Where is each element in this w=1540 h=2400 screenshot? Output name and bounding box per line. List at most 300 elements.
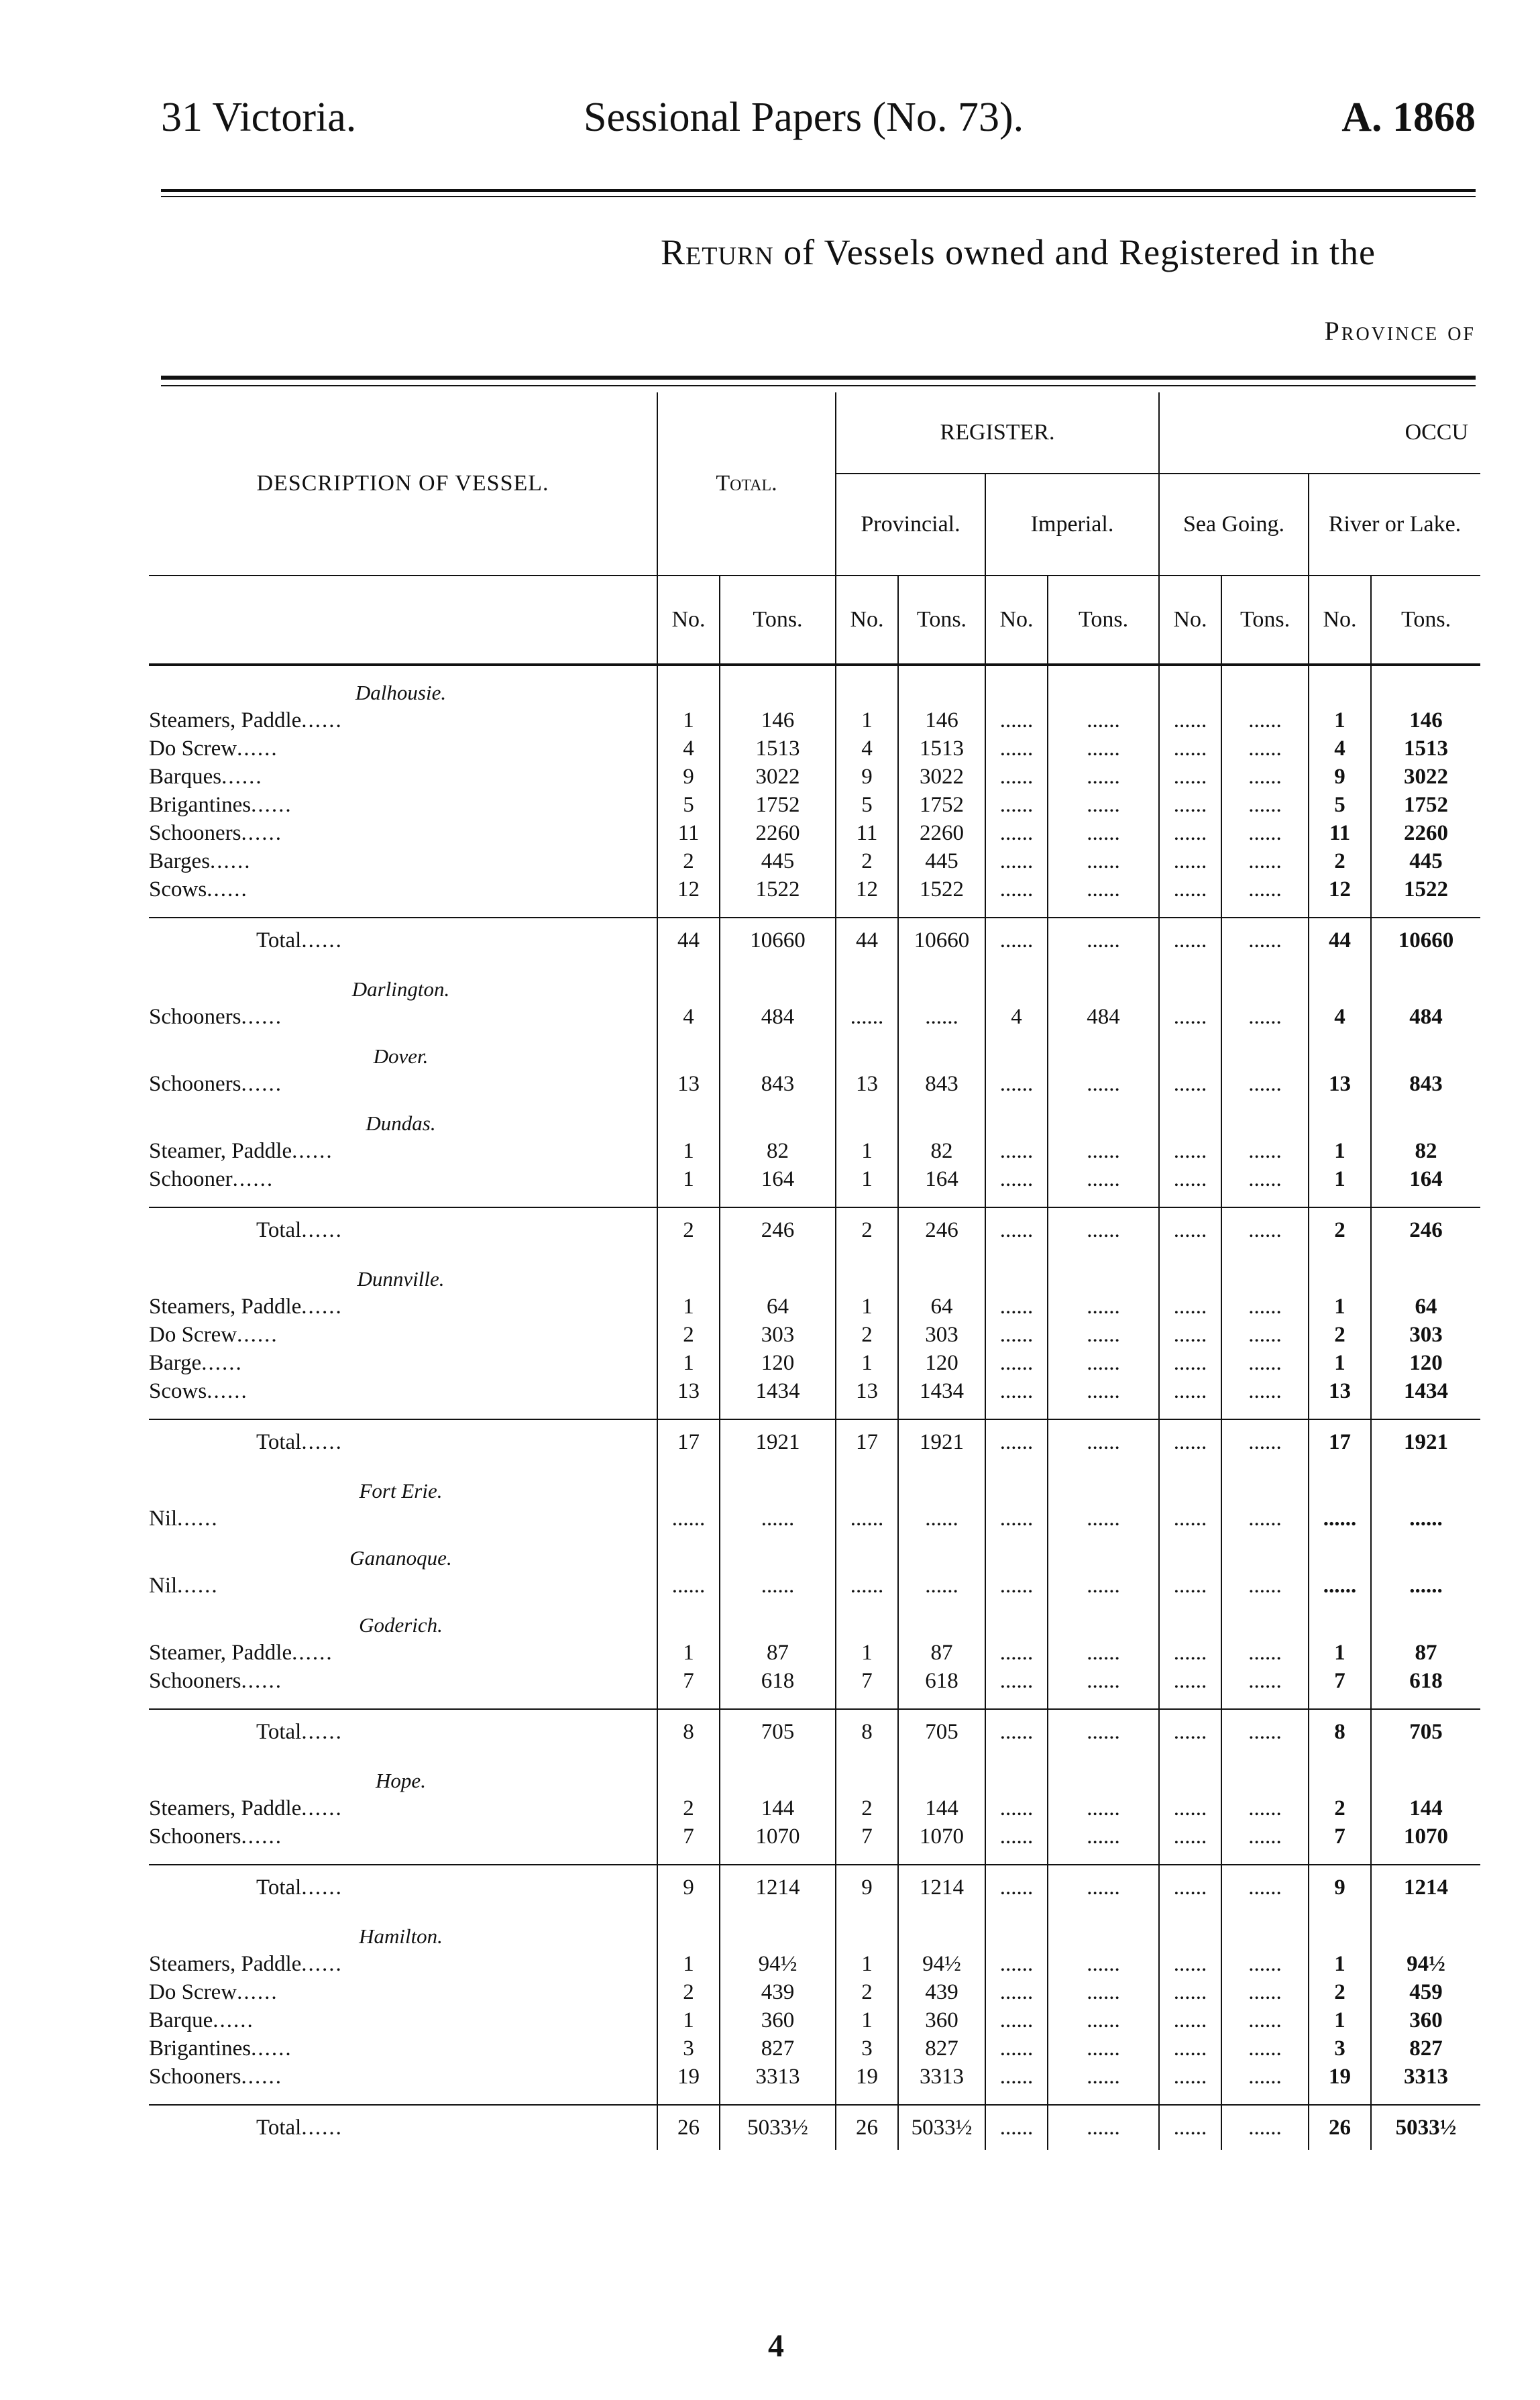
location-name: Darlington. bbox=[351, 977, 450, 1001]
cell-value: ...... bbox=[1159, 733, 1221, 761]
vessel-description bbox=[149, 1666, 657, 1694]
cell-value: ...... bbox=[985, 1709, 1048, 1754]
cell-value: 827 bbox=[898, 2033, 985, 2061]
cell-value: 2 bbox=[1309, 846, 1371, 874]
cell-value: ...... bbox=[1221, 2033, 1309, 2061]
total-row bbox=[149, 2105, 1480, 2150]
leader-dots: ...... bbox=[301, 1295, 343, 1319]
empty-cell bbox=[1159, 1849, 1221, 1865]
empty-cell bbox=[985, 1910, 1048, 1949]
empty-cell bbox=[985, 1404, 1048, 1419]
cell-value: ...... bbox=[1221, 2061, 1309, 2089]
cell-value: 2 bbox=[1309, 1319, 1371, 1348]
cell-value: 9 bbox=[836, 1865, 898, 1910]
cell-value: 120 bbox=[898, 1348, 985, 1376]
cell-value: 1513 bbox=[720, 733, 836, 761]
table-row bbox=[149, 1291, 1480, 1319]
cell-value: ...... bbox=[1048, 818, 1159, 846]
empty-cell bbox=[1221, 1910, 1309, 1949]
cell-value: ...... bbox=[1159, 1821, 1221, 1849]
cell-value: 4 bbox=[657, 1001, 720, 1030]
empty-cell bbox=[898, 1097, 985, 1136]
cell-value: ...... bbox=[1048, 789, 1159, 818]
empty-cell bbox=[1048, 1694, 1159, 1709]
empty-cell bbox=[657, 1694, 720, 1709]
cell-value: 1 bbox=[836, 1949, 898, 1977]
empty-cell bbox=[1159, 1464, 1221, 1503]
cell-value: ...... bbox=[1221, 2105, 1309, 2150]
cell-value: 705 bbox=[898, 1709, 985, 1754]
empty-cell bbox=[1221, 1531, 1309, 1570]
cell-value: ...... bbox=[1221, 1001, 1309, 1030]
spacer-row bbox=[149, 1404, 1480, 1419]
empty-cell bbox=[657, 2089, 720, 2105]
cell-value: ...... bbox=[1048, 1709, 1159, 1754]
cell-value: 7 bbox=[1309, 1666, 1371, 1694]
empty-cell bbox=[985, 1598, 1048, 1637]
table-row bbox=[149, 1637, 1480, 1666]
vessel-description-label: Barque bbox=[149, 2008, 213, 2032]
table-row bbox=[149, 1666, 1480, 1694]
cell-value: ...... bbox=[1048, 1821, 1159, 1849]
running-header bbox=[161, 94, 1476, 154]
empty-cell bbox=[985, 1849, 1048, 1865]
vessel-description bbox=[149, 1821, 657, 1849]
empty-cell bbox=[1371, 1192, 1480, 1207]
empty-cell bbox=[1159, 1531, 1221, 1570]
vessel-description bbox=[149, 733, 657, 761]
table-top-rule bbox=[161, 376, 1476, 380]
cell-value: 1 bbox=[836, 2005, 898, 2033]
cell-value: ...... bbox=[985, 1136, 1048, 1164]
location-row bbox=[149, 1252, 1480, 1291]
cell-value: 2 bbox=[657, 846, 720, 874]
empty-cell bbox=[1221, 1849, 1309, 1865]
cell-value: ...... bbox=[836, 1570, 898, 1598]
empty-cell bbox=[1309, 1464, 1371, 1503]
cell-value: 1 bbox=[1309, 1164, 1371, 1192]
cell-value: 1921 bbox=[898, 1419, 985, 1464]
cell-value: ...... bbox=[1371, 1570, 1480, 1598]
empty-cell bbox=[1221, 1404, 1309, 1419]
leader-dots: ...... bbox=[241, 1072, 282, 1096]
empty-cell bbox=[985, 1754, 1048, 1793]
empty-cell bbox=[898, 1531, 985, 1570]
river-no-header: No. bbox=[1309, 576, 1371, 665]
empty-cell bbox=[1309, 1849, 1371, 1865]
cell-value: ...... bbox=[1159, 818, 1221, 846]
cell-value: ...... bbox=[985, 918, 1048, 963]
cell-value: ...... bbox=[898, 1503, 985, 1531]
leader-dots: ...... bbox=[210, 849, 252, 873]
cell-value: 1921 bbox=[1371, 1419, 1480, 1464]
cell-value: 5033½ bbox=[720, 2105, 836, 2150]
vessel-description bbox=[149, 874, 657, 902]
cell-value: 7 bbox=[1309, 1821, 1371, 1849]
cell-value: 13 bbox=[1309, 1376, 1371, 1404]
location-name: Dundas. bbox=[366, 1111, 436, 1135]
cell-value: ...... bbox=[1159, 1570, 1221, 1598]
river-tons-header: Tons. bbox=[1371, 576, 1480, 665]
empty-cell bbox=[1048, 2089, 1159, 2105]
cell-value: 1 bbox=[1309, 1136, 1371, 1164]
empty-cell bbox=[149, 902, 657, 918]
cell-value: ...... bbox=[1048, 2005, 1159, 2033]
empty-cell bbox=[836, 902, 898, 918]
cell-value: 146 bbox=[1371, 705, 1480, 733]
cell-value: ...... bbox=[1159, 1637, 1221, 1666]
empty-cell bbox=[1159, 902, 1221, 918]
cell-value: 10660 bbox=[898, 918, 985, 963]
vessel-description-label: Total bbox=[256, 1719, 302, 1744]
cell-value: ...... bbox=[1159, 1949, 1221, 1977]
empty-cell bbox=[1371, 1694, 1480, 1709]
vessel-description-label: Brigantines bbox=[149, 793, 252, 817]
empty-cell bbox=[1159, 1252, 1221, 1291]
leader-dots: ...... bbox=[241, 2065, 282, 2089]
cell-value: ...... bbox=[1048, 1977, 1159, 2005]
vessel-description-label: Scows bbox=[149, 877, 207, 902]
empty-cell bbox=[720, 963, 836, 1001]
cell-value: 87 bbox=[720, 1637, 836, 1666]
vessels-table bbox=[149, 392, 1480, 2150]
vessel-description bbox=[149, 818, 657, 846]
leader-dots: ...... bbox=[232, 1167, 274, 1191]
table-row bbox=[149, 2033, 1480, 2061]
vessel-description bbox=[149, 1164, 657, 1192]
leader-dots: ...... bbox=[292, 1139, 333, 1163]
empty-cell bbox=[657, 902, 720, 918]
cell-value: 87 bbox=[898, 1637, 985, 1666]
cell-value: 1 bbox=[657, 1136, 720, 1164]
cell-value: ...... bbox=[985, 1821, 1048, 1849]
cell-value: ...... bbox=[1048, 846, 1159, 874]
empty-cell bbox=[657, 1252, 720, 1291]
table-row bbox=[149, 874, 1480, 902]
cell-value: ...... bbox=[1048, 733, 1159, 761]
cell-value: 439 bbox=[898, 1977, 985, 2005]
cell-value: 1 bbox=[1309, 1348, 1371, 1376]
imperial-no-header: No. bbox=[985, 576, 1048, 665]
empty-cell bbox=[1309, 665, 1371, 705]
vessel-description-label: Schooners bbox=[149, 1824, 241, 1849]
empty-cell bbox=[1159, 1754, 1221, 1793]
cell-value: ...... bbox=[1159, 1001, 1221, 1030]
total-row bbox=[149, 918, 1480, 963]
cell-value: ...... bbox=[985, 1637, 1048, 1666]
cell-value: 13 bbox=[657, 1376, 720, 1404]
cell-value: ...... bbox=[1221, 1348, 1309, 1376]
leader-dots: ...... bbox=[251, 2036, 292, 2061]
cell-value: 1 bbox=[836, 1136, 898, 1164]
vessel-description bbox=[149, 1977, 657, 2005]
location-name: Dalhousie. bbox=[355, 681, 447, 704]
location-row bbox=[149, 963, 1480, 1001]
cell-value: ...... bbox=[1048, 1319, 1159, 1348]
location-row bbox=[149, 665, 1480, 705]
cell-value: ...... bbox=[1221, 1637, 1309, 1666]
vessel-description bbox=[149, 1949, 657, 1977]
cell-value: 120 bbox=[1371, 1348, 1480, 1376]
vessel-description bbox=[149, 1793, 657, 1821]
vessel-description bbox=[149, 1376, 657, 1404]
cell-value: ...... bbox=[1048, 1291, 1159, 1319]
cell-value: 618 bbox=[720, 1666, 836, 1694]
empty-cell bbox=[836, 1404, 898, 1419]
cell-value: ...... bbox=[657, 1503, 720, 1531]
cell-value: ...... bbox=[985, 1207, 1048, 1252]
empty-cell bbox=[1048, 1097, 1159, 1136]
cell-value: 2 bbox=[836, 846, 898, 874]
cell-value: 164 bbox=[1371, 1164, 1480, 1192]
cell-value: 3 bbox=[657, 2033, 720, 2061]
vessel-description-label: Total bbox=[256, 1429, 302, 1454]
cell-value: ...... bbox=[1048, 1570, 1159, 1598]
cell-value: 1070 bbox=[898, 1821, 985, 1849]
empty-cell bbox=[1371, 1598, 1480, 1637]
cell-value: ...... bbox=[1048, 1419, 1159, 1464]
empty-cell bbox=[1221, 1694, 1309, 1709]
empty-cell bbox=[657, 1192, 720, 1207]
table-row bbox=[149, 1503, 1480, 1531]
cell-value: ...... bbox=[985, 1570, 1048, 1598]
empty-cell bbox=[898, 1849, 985, 1865]
empty-cell bbox=[1221, 2089, 1309, 2105]
cell-value: 13 bbox=[836, 1069, 898, 1097]
cell-value: 246 bbox=[1371, 1207, 1480, 1252]
empty-cell bbox=[1371, 1910, 1480, 1949]
cell-value: ...... bbox=[1048, 1865, 1159, 1910]
empty-cell bbox=[720, 1598, 836, 1637]
location-row bbox=[149, 1531, 1480, 1570]
leader-dots: ...... bbox=[201, 1351, 243, 1375]
vessel-description-label: Nil bbox=[149, 1507, 178, 1531]
cell-value: ...... bbox=[1048, 1666, 1159, 1694]
leader-dots: ...... bbox=[301, 1429, 343, 1454]
empty-cell bbox=[1159, 1694, 1221, 1709]
total-row bbox=[149, 1419, 1480, 1464]
vessel-description bbox=[149, 2005, 657, 2033]
cell-value: ...... bbox=[1048, 1348, 1159, 1376]
empty-cell bbox=[657, 665, 720, 705]
empty-cell bbox=[1309, 1694, 1371, 1709]
cell-value: 303 bbox=[1371, 1319, 1480, 1348]
empty-cell bbox=[720, 1097, 836, 1136]
empty-cell bbox=[1221, 1598, 1309, 1637]
cell-value: 144 bbox=[898, 1793, 985, 1821]
cell-value: 164 bbox=[720, 1164, 836, 1192]
cell-value: 5033½ bbox=[1371, 2105, 1480, 2150]
table-row bbox=[149, 789, 1480, 818]
cell-value: 2 bbox=[836, 1977, 898, 2005]
header-left: 31 Victoria. bbox=[161, 95, 357, 140]
cell-value: ...... bbox=[1221, 1865, 1309, 1910]
cell-value: 705 bbox=[1371, 1709, 1480, 1754]
empty-cell bbox=[898, 1030, 985, 1069]
cell-value: 484 bbox=[1371, 1001, 1480, 1030]
empty-cell bbox=[1221, 1252, 1309, 1291]
cell-value: 1513 bbox=[898, 733, 985, 761]
cell-value: 445 bbox=[1371, 846, 1480, 874]
leader-dots: ...... bbox=[301, 1796, 343, 1820]
cell-value: ...... bbox=[985, 1291, 1048, 1319]
vessel-description-label: Do Screw bbox=[149, 737, 237, 761]
page-number: 4 bbox=[768, 2328, 784, 2364]
cell-value: ...... bbox=[1221, 733, 1309, 761]
leader-dots: ...... bbox=[207, 877, 248, 902]
cell-value: 44 bbox=[836, 918, 898, 963]
cell-value: 87 bbox=[1371, 1637, 1480, 1666]
cell-value: ...... bbox=[1221, 1419, 1309, 1464]
cell-value: ...... bbox=[985, 789, 1048, 818]
cell-value: 26 bbox=[1309, 2105, 1371, 2150]
cell-value: 705 bbox=[720, 1709, 836, 1754]
cell-value: ...... bbox=[1221, 1376, 1309, 1404]
cell-value: 1 bbox=[657, 1348, 720, 1376]
cell-value: 120 bbox=[720, 1348, 836, 1376]
vessel-description-label: Schooner bbox=[149, 1167, 233, 1191]
cell-value: ...... bbox=[1371, 1503, 1480, 1531]
table-row bbox=[149, 705, 1480, 733]
empty-cell bbox=[1221, 963, 1309, 1001]
cell-value: 64 bbox=[1371, 1291, 1480, 1319]
table-row bbox=[149, 1136, 1480, 1164]
empty-cell bbox=[898, 1404, 985, 1419]
table-row bbox=[149, 1069, 1480, 1097]
empty-cell bbox=[720, 1404, 836, 1419]
cell-value: ...... bbox=[1221, 818, 1309, 846]
cell-value: 1522 bbox=[720, 874, 836, 902]
empty-cell bbox=[149, 1192, 657, 1207]
table-row bbox=[149, 1319, 1480, 1348]
cell-value: 146 bbox=[720, 705, 836, 733]
cell-value: ...... bbox=[1048, 1207, 1159, 1252]
location-row bbox=[149, 1464, 1480, 1503]
cell-value: ...... bbox=[1221, 1709, 1309, 1754]
total-row bbox=[149, 1709, 1480, 1754]
vessel-description-label: Schooners bbox=[149, 1005, 241, 1029]
cell-value: ...... bbox=[1221, 705, 1309, 733]
table-row bbox=[149, 1376, 1480, 1404]
cell-value: 1214 bbox=[720, 1865, 836, 1910]
empty-cell bbox=[1048, 1404, 1159, 1419]
cell-value: ...... bbox=[985, 1503, 1048, 1531]
empty-cell bbox=[1048, 665, 1159, 705]
cell-value: 2260 bbox=[898, 818, 985, 846]
cell-value: 360 bbox=[720, 2005, 836, 2033]
cell-value: 5 bbox=[657, 789, 720, 818]
cell-value: 360 bbox=[898, 2005, 985, 2033]
cell-value: 26 bbox=[836, 2105, 898, 2150]
spacer-row bbox=[149, 902, 1480, 918]
empty-cell bbox=[1371, 665, 1480, 705]
empty-cell bbox=[1159, 1192, 1221, 1207]
cell-value: 11 bbox=[657, 818, 720, 846]
cell-value: 1 bbox=[657, 705, 720, 733]
cell-value: 82 bbox=[1371, 1136, 1480, 1164]
spacer-row bbox=[149, 1192, 1480, 1207]
cell-value: 1434 bbox=[720, 1376, 836, 1404]
provincial-tons-header: Tons. bbox=[898, 576, 985, 665]
cell-value: ...... bbox=[985, 761, 1048, 789]
cell-value: 144 bbox=[720, 1793, 836, 1821]
leader-dots: ...... bbox=[292, 1641, 333, 1665]
empty-cell bbox=[1048, 1754, 1159, 1793]
cell-value: 17 bbox=[1309, 1419, 1371, 1464]
empty-cell bbox=[985, 1192, 1048, 1207]
cell-value: 2 bbox=[1309, 1207, 1371, 1252]
empty-cell bbox=[985, 2089, 1048, 2105]
cell-value: 3 bbox=[1309, 2033, 1371, 2061]
cell-value: ...... bbox=[1159, 1376, 1221, 1404]
vessel-description-label: Schooners bbox=[149, 2065, 241, 2089]
cell-value: 7 bbox=[836, 1666, 898, 1694]
cell-value: ...... bbox=[985, 2061, 1048, 2089]
vessel-description-label: Steamers, Paddle bbox=[149, 708, 302, 732]
empty-cell bbox=[1371, 902, 1480, 918]
cell-value: 484 bbox=[720, 1001, 836, 1030]
cell-value: ...... bbox=[1159, 1977, 1221, 2005]
cell-value: ...... bbox=[1048, 705, 1159, 733]
cell-value: ...... bbox=[985, 2033, 1048, 2061]
table-row bbox=[149, 2061, 1480, 2089]
empty-cell bbox=[985, 963, 1048, 1001]
vessel-description-label: Do Screw bbox=[149, 1980, 237, 2004]
cell-value: ...... bbox=[1159, 789, 1221, 818]
cell-value: 445 bbox=[898, 846, 985, 874]
cell-value: ...... bbox=[985, 1949, 1048, 1977]
cell-value: 94½ bbox=[720, 1949, 836, 1977]
cell-value: 1 bbox=[1309, 1949, 1371, 1977]
empty-cell bbox=[720, 902, 836, 918]
cell-value: ...... bbox=[1159, 761, 1221, 789]
cell-value: 843 bbox=[898, 1069, 985, 1097]
cell-value: ...... bbox=[985, 1164, 1048, 1192]
cell-value: ...... bbox=[1309, 1503, 1371, 1531]
empty-cell bbox=[657, 1531, 720, 1570]
empty-cell bbox=[1221, 1192, 1309, 1207]
return-title-rest: of Vessels owned and Registered in the bbox=[773, 232, 1376, 272]
empty-cell bbox=[898, 963, 985, 1001]
cell-value: 2 bbox=[836, 1319, 898, 1348]
spacer-row bbox=[149, 1694, 1480, 1709]
cell-value: 12 bbox=[1309, 874, 1371, 902]
cell-value: 44 bbox=[1309, 918, 1371, 963]
empty-cell bbox=[1048, 1910, 1159, 1949]
cell-value: 1 bbox=[836, 1164, 898, 1192]
cell-value: 7 bbox=[657, 1821, 720, 1849]
empty-cell bbox=[657, 1097, 720, 1136]
leader-dots: ...... bbox=[241, 1005, 282, 1029]
location-name: Hope. bbox=[376, 1769, 426, 1792]
cell-value: ...... bbox=[985, 1348, 1048, 1376]
table-row bbox=[149, 1821, 1480, 1849]
empty-cell bbox=[985, 1097, 1048, 1136]
vessel-description-label: Nil bbox=[149, 1574, 178, 1598]
leader-dots: ...... bbox=[207, 1379, 248, 1403]
cell-value: ...... bbox=[1159, 1207, 1221, 1252]
empty-cell bbox=[1371, 1030, 1480, 1069]
vessel-description bbox=[149, 1503, 657, 1531]
table-row bbox=[149, 846, 1480, 874]
empty-cell bbox=[985, 665, 1048, 705]
leader-dots: ...... bbox=[237, 1980, 278, 2004]
spacer-row bbox=[149, 1849, 1480, 1865]
cell-value: 26 bbox=[657, 2105, 720, 2150]
cell-value: 2 bbox=[657, 1319, 720, 1348]
cell-value: ...... bbox=[1048, 1949, 1159, 1977]
cell-value: ...... bbox=[1048, 1164, 1159, 1192]
